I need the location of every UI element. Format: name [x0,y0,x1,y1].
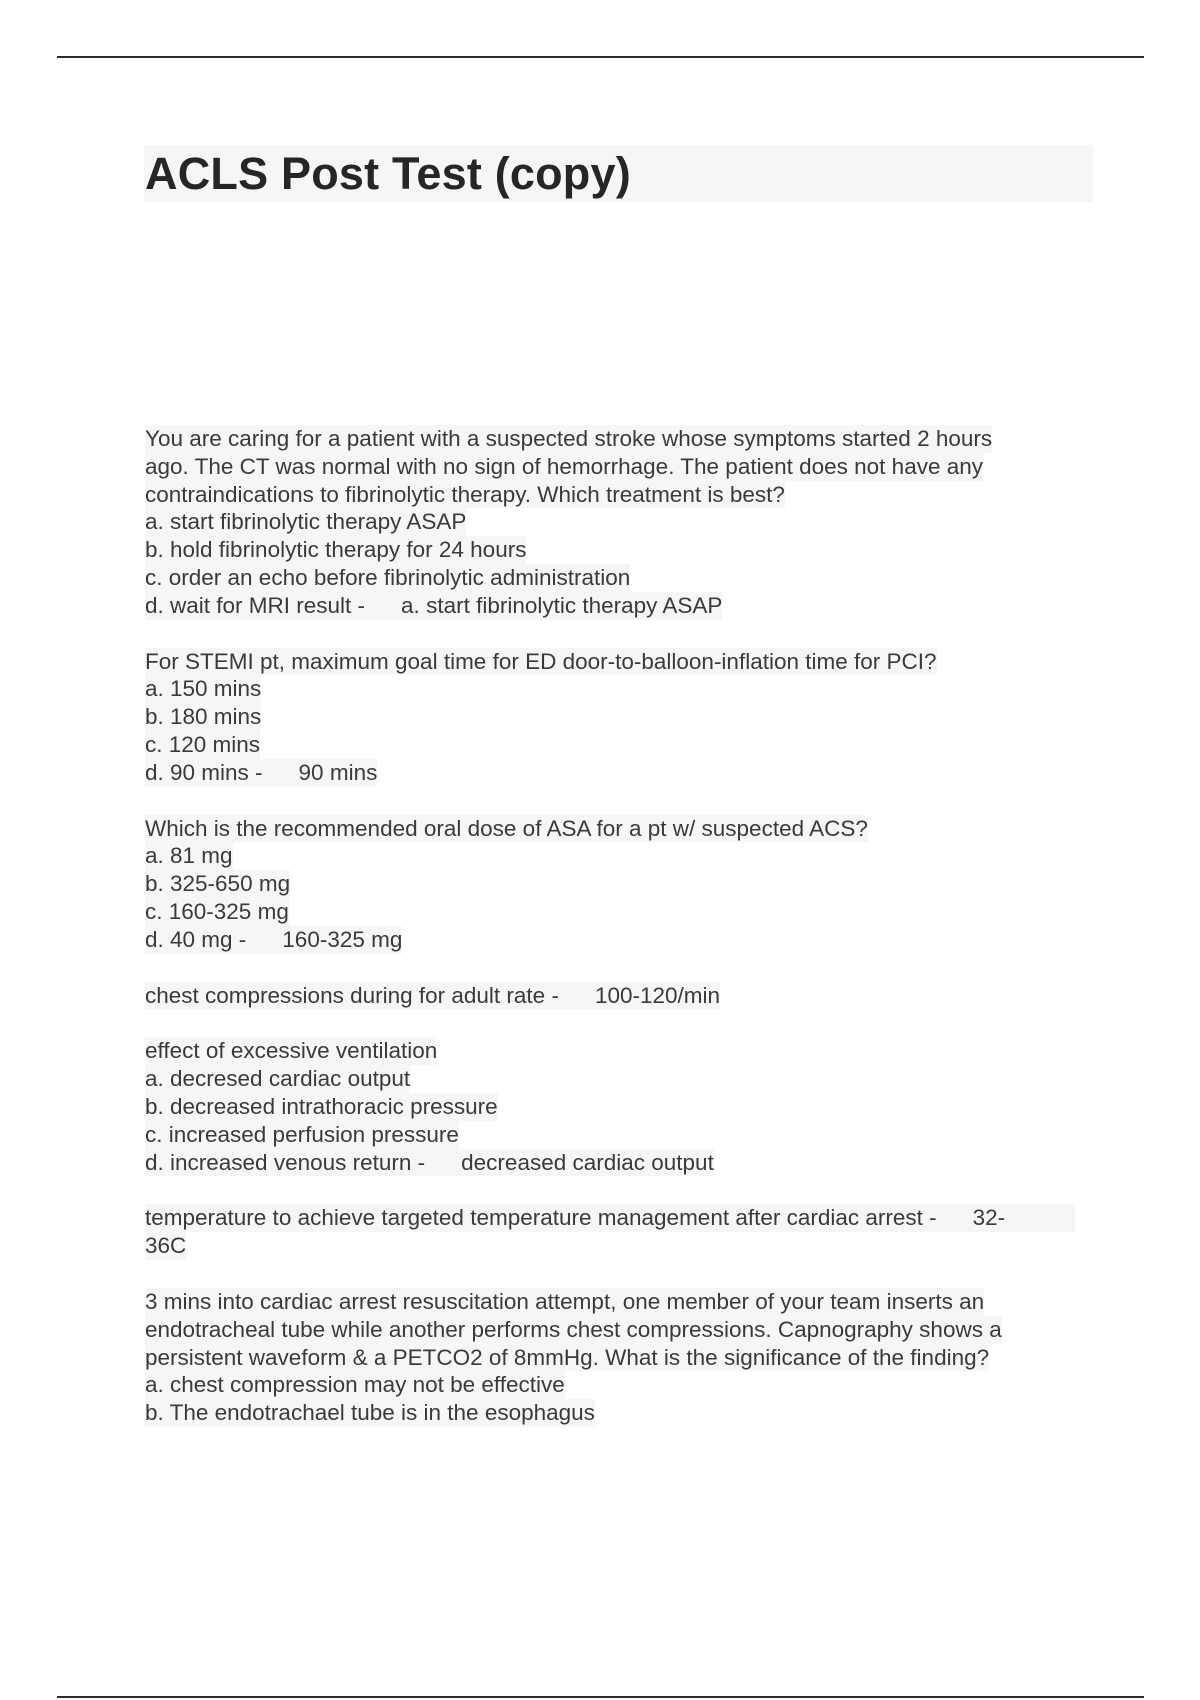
question-list [145,425,1075,1455]
option-answer-line [145,926,402,954]
option-line: a. chest compression may not be effective [145,1372,565,1398]
question-answer-line [145,1204,1075,1232]
option-line: c. increased perfusion pressure [145,1121,459,1147]
option-line: b. 180 mins [145,704,262,730]
question-block [145,815,1075,954]
question-line: For STEMI pt, maximum goal time for ED door-to-balloon-inflation time for PCI? [145,648,937,674]
page-title: ACLS Post Test (copy) [145,148,631,199]
question-line: You are caring for a patient with a suspected stroke whose symptoms started 2 hours [145,426,993,451]
question-line: contraindications to fibrinolytic therapy. Which treatment is best? [145,481,785,507]
question-line: 3 mins into cardiac arrest resuscitation attempt, one member of your team inserts an [145,1288,985,1314]
question-answer-line [145,982,720,1010]
option-text: d. 90 mins - [145,759,263,785]
option-text: d. increased venous return - [145,1149,426,1175]
question-text: temperature to achieve targeted temperature management after cardiac arrest - [145,1205,937,1231]
question-line: effect of excessive ventilation [145,1038,438,1064]
footer-rule [57,1696,1144,1698]
question-line: endotracheal tube while another performs chest compressions. Capnography shows a [145,1316,1002,1342]
question-line: ago. The CT was normal with no sign of hemorrhage. The patient does not have any [145,453,984,479]
option-line: c. 160-325 mg [145,898,289,924]
option-answer-line [145,592,722,620]
option-answer-line [145,759,377,787]
question-line: persistent waveform & a PETCO2 of 8mmHg. What is the significance of the finding? [145,1344,990,1370]
option-line: b. decreased intrathoracic pressure [145,1093,498,1119]
option-text: d. 40 mg - [145,926,247,952]
option-answer-line [145,1149,714,1177]
question-block [145,648,1075,787]
option-line: a. start fibrinolytic therapy ASAP [145,509,467,535]
option-line: c. 120 mins [145,731,261,757]
option-line: b. The endotrachael tube is in the esophagus [145,1400,595,1426]
answer-text: decreased cardiac output [461,1149,714,1175]
option-line: a. decresed cardiac output [145,1066,411,1092]
question-text: chest compressions during for adult rate - [145,982,559,1008]
question-line: Which is the recommended oral dose of ASA for a pt w/ suspected ACS? [145,815,868,841]
option-line: a. 81 mg [145,843,233,869]
answer-text: 90 mins [298,759,378,785]
answer-continuation: 36C [145,1233,187,1259]
question-block [145,425,1075,620]
answer-text: 160-325 mg [282,926,403,952]
option-text: d. wait for MRI result - [145,592,366,618]
question-block [145,1037,1075,1176]
answer-text: a. start fibrinolytic therapy ASAP [401,592,723,618]
option-line: b. 325-650 mg [145,871,291,897]
option-line: c. order an echo before fibrinolytic administration [145,564,631,590]
option-line: b. hold fibrinolytic therapy for 24 hours [145,537,527,563]
question-block [145,982,1075,1010]
header-rule [57,56,1144,58]
question-block [145,1288,1075,1427]
question-block [145,1204,1075,1260]
option-line: a. 150 mins [145,676,262,702]
answer-text: 32- [972,1205,1006,1231]
answer-text: 100-120/min [594,982,721,1008]
